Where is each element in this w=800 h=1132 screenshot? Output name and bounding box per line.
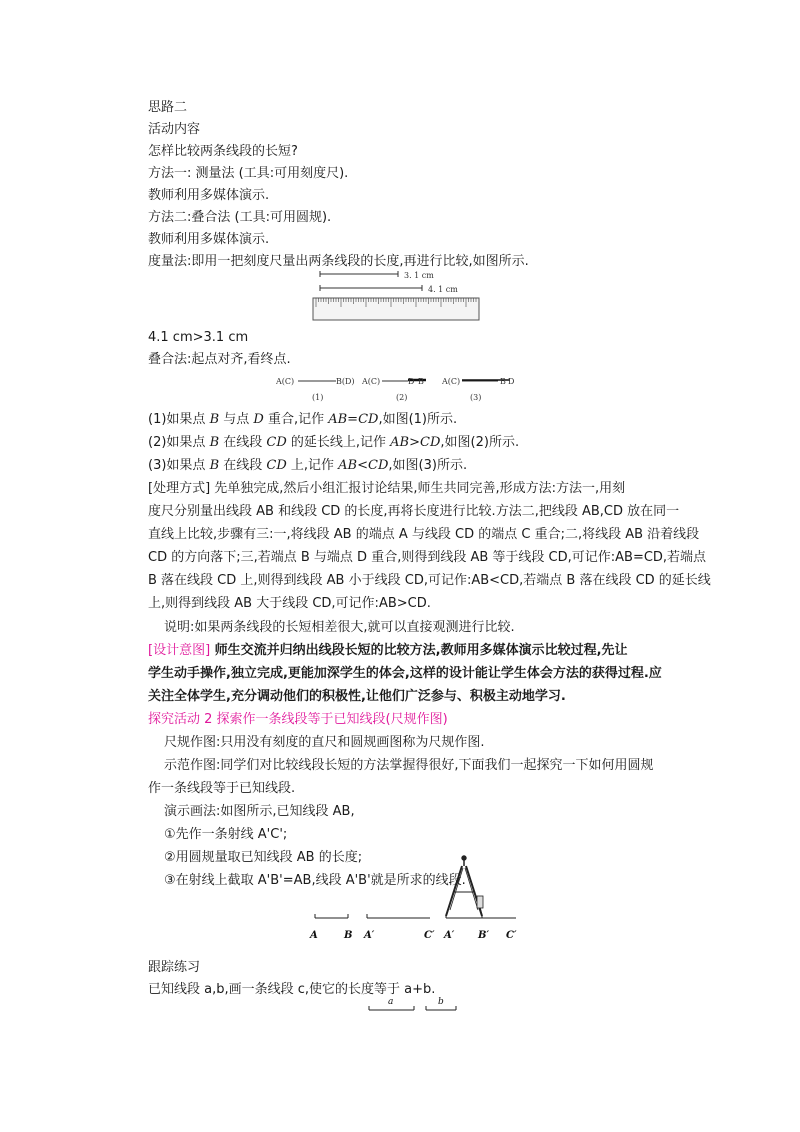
method1-text: 方法一: 测量法 (工具:可用刻度尺). — [148, 166, 349, 181]
label-segment-b: b — [438, 997, 444, 1007]
demo-line-1: 示范作图:同学们对比较线段长短的方法掌握得很好,下面我们一起探究一下如何用圆规 — [164, 758, 654, 773]
processing-line-2: 度尺分别量出线段 AB 和线段 CD 的长度,再将长度进行比较.方法二,把线段 AB,CD 放在同一 — [148, 504, 680, 519]
design-intent-line-3: 关注全体学生,充分调动他们的积极性,让他们广泛参与、积极主动地学习. — [148, 689, 566, 704]
fig1-number: (1) — [312, 393, 324, 402]
label-b: B — [344, 930, 353, 941]
construction-figure — [300, 852, 530, 944]
processing-line-3: 直线上比较,步骤有三:一,将线段 AB 的端点 A 与线段 CD 的端点 C 重合;二,将线段 AB 沿着线段 — [148, 527, 700, 542]
method1-demo-text: 教师利用多媒体演示. — [148, 188, 270, 203]
section-title: 思路二 — [148, 100, 188, 115]
step-1: ①先作一条射线 A'C'; — [164, 827, 288, 842]
label-c-prime-1: C′ — [424, 930, 435, 941]
practice-text: 已知线段 a,b,画一条线段 c,使它的长度等于 a+b. — [148, 982, 436, 997]
label-segment-a: a — [388, 997, 394, 1007]
fig2-number: (2) — [396, 393, 408, 402]
demo-method-text: 演示画法:如图所示,已知线段 AB, — [164, 804, 355, 819]
design-intent-tag: [设计意图] — [148, 643, 211, 658]
overlap-figure — [276, 370, 534, 404]
fig2-left-label: A(C) — [362, 377, 381, 386]
fig2-mid-label: D — [408, 377, 415, 386]
demo-line-2: 作一条线段等于已知线段. — [148, 781, 296, 796]
fig1-right-label: B(D) — [336, 377, 355, 386]
processing-line-1: [处理方式] 先单独完成,然后小组汇报讨论结果,师生共同完善,形成方法:方法一,用刻 — [148, 481, 626, 496]
practice-title: 跟踪练习 — [148, 960, 201, 975]
label-b-prime-2: B′ — [478, 930, 490, 941]
processing-line-4: CD 的方向落下;三,若端点 B 与端点 D 重合,则得到线段 AB 等于线段 CD,可记作:AB=CD,若端点 — [148, 550, 707, 565]
label-c-prime-2: C′ — [506, 930, 517, 941]
ruler-compass-definition: 尺规作图:只用没有刻度的直尺和圆规画图称为尺规作图. — [164, 735, 485, 750]
label-a: A — [310, 930, 318, 941]
fig3-number: (3) — [470, 393, 482, 402]
question-text: 怎样比较两条线段的长短? — [148, 144, 298, 159]
fig1-left-label: A(C) — [276, 377, 295, 386]
activity2-heading: 探究活动 2 探索作一条线段等于已知线段(尺规作图) — [148, 712, 448, 727]
design-intent-line-1: [设计意图] 师生交流并归纳出线段长短的比较方法,教师用多媒体演示比较过程,先让 — [148, 643, 628, 658]
label-long: 4. 1 cm — [428, 285, 458, 294]
step-2: ②用圆规量取已知线段 AB 的长度; — [164, 850, 363, 865]
case-3: (3)如果点 B 在线段 CD 上,记作 AB<CD,如图(3)所示. — [148, 458, 468, 473]
ruler-figure — [310, 266, 482, 324]
activity-content-heading: 活动内容 — [148, 122, 201, 137]
compass-icon — [446, 856, 483, 916]
fig2-right-label: B — [418, 377, 424, 386]
label-a-prime-2: A′ — [444, 930, 455, 941]
case-1: (1)如果点 B 与点 D 重合,记作 AB=CD,如图(1)所示. — [148, 412, 458, 427]
design-intent-line-2: 学生动手操作,独立完成,更能加深学生的体会,这样的设计能让学生体会方法的获得过程.应 — [148, 666, 662, 681]
note-text: 说明:如果两条线段的长短相差很大,就可以直接观测进行比较. — [164, 620, 515, 635]
measure-method-text: 度量法:即用一把刻度尺量出两条线段的长度,再进行比较,如图所示. — [148, 254, 529, 269]
comparison-text: 4.1 cm>3.1 cm — [148, 330, 249, 345]
method2-demo-text: 教师利用多媒体演示. — [148, 232, 270, 247]
overlap-method-text: 叠合法:起点对齐,看终点. — [148, 352, 291, 367]
method2-text: 方法二:叠合法 (工具:可用圆规). — [148, 210, 332, 225]
step-3: ③在射线上截取 A'B'=AB,线段 A'B'就是所求的线段. — [164, 873, 466, 888]
label-a-prime-1: A′ — [364, 930, 375, 941]
label-short: 3. 1 cm — [404, 271, 434, 280]
processing-line-6: 上,则得到线段 AB 大于线段 CD,可记作:AB>CD. — [148, 596, 431, 611]
practice-figure — [366, 994, 466, 1016]
fig3-right-label: D — [508, 377, 515, 386]
fig3-left-label: A(C) — [442, 377, 461, 386]
fig3-mid-label: B — [500, 377, 506, 386]
case-2: (2)如果点 B 在线段 CD 的延长线上,记作 AB>CD,如图(2)所示. — [148, 435, 520, 450]
processing-line-5: B 落在线段 CD 上,则得到线段 AB 小于线段 CD,可记作:AB<CD,若端点 B 落在线段 CD 的延长线 — [148, 573, 711, 588]
